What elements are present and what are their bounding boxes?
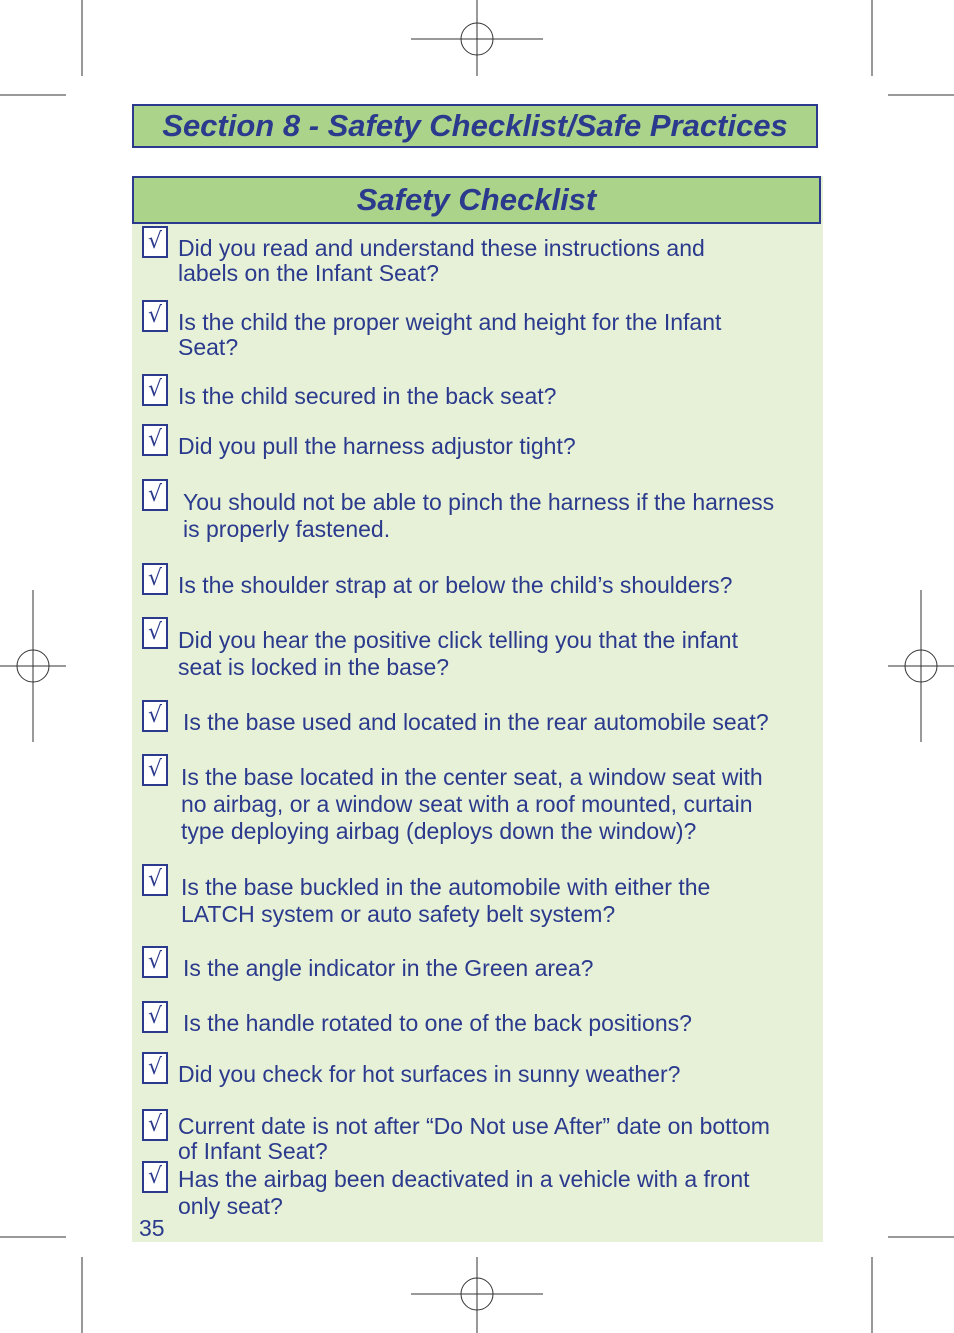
check-mark-icon: √: [142, 946, 168, 978]
check-mark-icon: √: [142, 1001, 168, 1033]
checklist-item-text: Is the angle indicator in the Green area?: [183, 955, 594, 981]
check-mark-icon: √: [142, 1109, 168, 1141]
check-mark-icon: √: [142, 374, 168, 406]
section-title: Section 8 - Safety Checklist/Safe Practices: [132, 104, 818, 148]
check-mark-icon: √: [142, 1161, 168, 1193]
checklist-item-text: Is the base located in the center seat, a window seat with no airbag, or a window seat with a roof mounted, curtain type deploying airbag (deploys down the window)?: [181, 764, 763, 844]
check-mark-icon: √: [142, 700, 168, 732]
checklist-item-text: Is the base buckled in the automobile with either the LATCH system or auto safety belt system?: [181, 874, 711, 927]
safety-checklist-panel: [132, 176, 823, 1242]
page-number: 35: [139, 1215, 165, 1241]
checklist-item-text: Has the airbag been deactivated in a vehicle with a front only seat?: [178, 1166, 750, 1219]
check-mark-icon: √: [142, 424, 168, 456]
check-mark-icon: √: [142, 1052, 168, 1084]
check-mark-icon: √: [142, 617, 168, 649]
checklist-item-text: You should not be able to pinch the harness if the harness is properly fastened.: [183, 489, 775, 542]
check-mark-icon: √: [142, 300, 168, 332]
checklist-item-text: Is the base used and located in the rear automobile seat?: [183, 709, 769, 735]
checklist-item-text: Did you read and understand these instructions and labels on the Infant Seat?: [178, 235, 705, 286]
checklist-item-text: Did you pull the harness adjustor tight?: [178, 433, 576, 459]
checklist-item-text: Did you hear the positive click telling you that the infant seat is locked in the base?: [178, 627, 738, 680]
check-mark-icon: √: [142, 754, 168, 786]
checklist-item-text: Is the shoulder strap at or below the child’s shoulders?: [178, 572, 733, 598]
checklist-item-text: Is the child secured in the back seat?: [178, 383, 557, 409]
checklist-title: Safety Checklist: [132, 176, 821, 224]
check-mark-icon: √: [142, 479, 168, 511]
checklist-item-text: Is the child the proper weight and height for the Infant Seat?: [178, 309, 722, 360]
check-mark-icon: √: [142, 226, 168, 258]
checklist-item-text: Current date is not after “Do Not use After” date on bottom of Infant Seat?: [178, 1113, 770, 1164]
checklist-item-text: Is the handle rotated to one of the back positions?: [183, 1010, 692, 1036]
check-mark-icon: √: [142, 563, 168, 595]
checklist-item-text: Did you check for hot surfaces in sunny weather?: [178, 1061, 681, 1087]
check-mark-icon: √: [142, 864, 168, 896]
